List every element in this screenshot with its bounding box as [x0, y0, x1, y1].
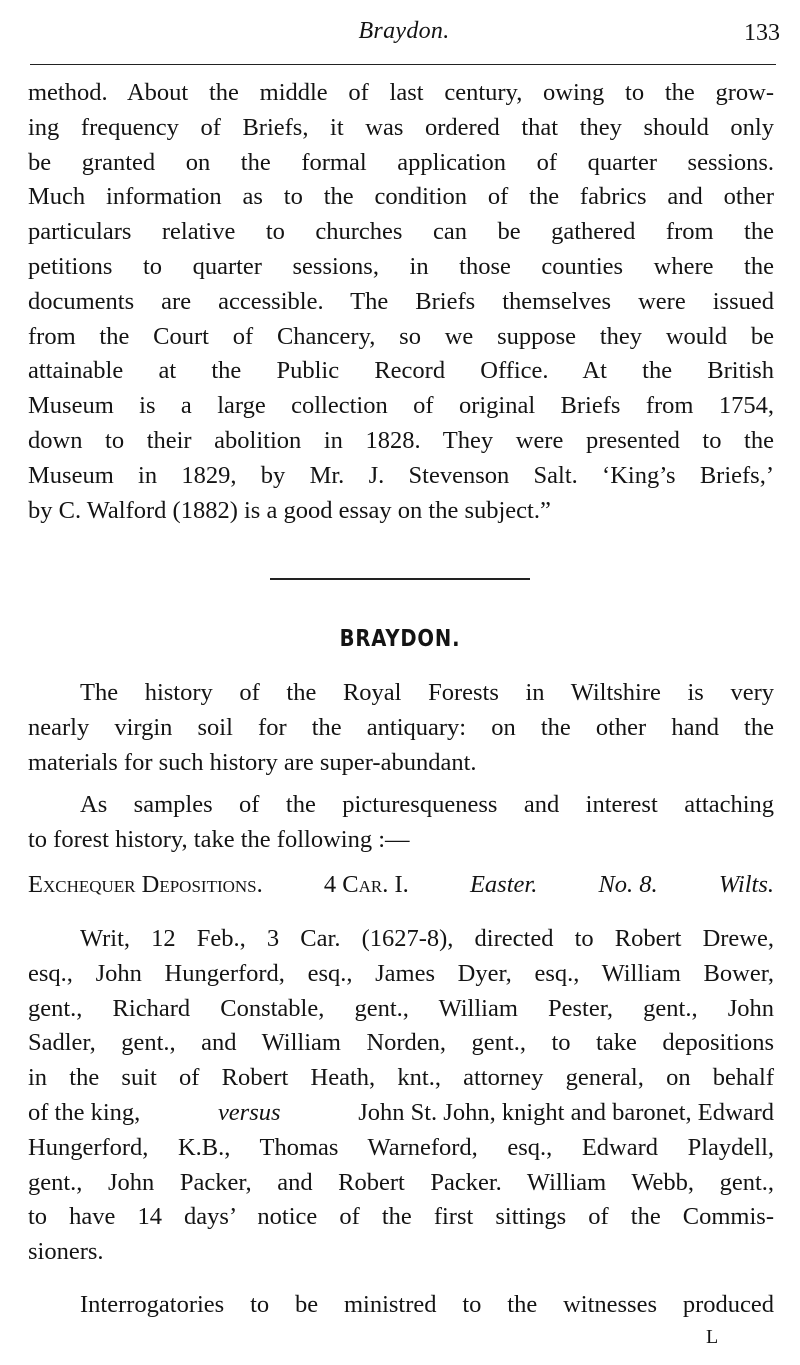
text-line: Museum in 1829, by Mr. J. Stevenson Salt. ‘King’s Briefs,’: [28, 461, 774, 489]
text-line: The history of the Royal Forests in Wiltshire is very: [80, 679, 774, 706]
text-line: Sadler, gent., and William Norden, gent., to take depositions: [28, 1029, 774, 1057]
section-heading: BRAYDON.: [339, 626, 461, 652]
citation-county: Wilts.: [718, 871, 774, 898]
text-line: Hungerford, K.B., Thomas Warneford, esq., Edward Playdell,: [28, 1133, 774, 1161]
text-line: materials for such history are super-abundant.: [28, 748, 477, 776]
citation-term: Easter.: [469, 871, 538, 898]
text-line: gent., John Packer, and Robert Packer. William Webb, gent.,: [28, 1168, 774, 1196]
text-line: Museum is a large collection of original Briefs from 1754,: [28, 392, 774, 420]
text-line: by C. Walford (1882) is a good essay on the subject.”: [28, 496, 551, 524]
paragraph-writ: [28, 922, 774, 1270]
text-line: in the suit of Robert Heath, knt., attorney general, on behalf: [28, 1064, 774, 1092]
citation-number: No. 8.: [598, 871, 658, 898]
text-line: Writ, 12 Feb., 3 Car. (1627-8), directed to Robert Drewe,: [80, 925, 774, 952]
text-line: [28, 1096, 774, 1131]
text-line: to forest history, take the following :—: [28, 825, 410, 853]
paragraph-interrogatories: [28, 1288, 774, 1323]
text-line: attainable at the Public Record Office. At the British: [28, 357, 774, 385]
page-number: 133: [744, 20, 780, 46]
text-line: gent., Richard Constable, gent., William Pester, gent., John: [28, 994, 774, 1022]
text-line: to have 14 days’ notice of the first sittings of the Commis-: [28, 1203, 774, 1231]
paragraph-intro: [28, 676, 774, 780]
text-line: esq., John Hungerford, esq., James Dyer, esq., William Bower,: [28, 959, 774, 987]
section-divider-rule: [270, 578, 530, 580]
text-line: be granted on the formal application of quarter sessions.: [28, 148, 774, 176]
citation-regnal-year: 4 Car. I.: [323, 871, 409, 898]
header-rule: [30, 64, 776, 65]
text-line: down to their abolition in 1828. They were presented to the: [28, 426, 774, 454]
text-line: As samples of the picturesqueness and interest attaching: [80, 791, 774, 818]
signature-mark: L: [706, 1326, 719, 1348]
text-line: petitions to quarter sessions, in those counties where the: [28, 252, 774, 280]
text-line: Much information as to the condition of the fabrics and other: [28, 183, 774, 211]
text-line: Interrogatories to be ministred to the witnesses produced: [80, 1291, 774, 1318]
text-line: nearly virgin soil for the antiquary: on the other hand the: [28, 713, 774, 741]
citation-line: [28, 868, 774, 903]
continuation-paragraph: [28, 76, 774, 528]
text-run: John St. John, knight and baronet, Edward: [358, 1098, 774, 1126]
text-run: of the king,: [28, 1098, 141, 1126]
text-line: sioners.: [28, 1238, 104, 1266]
text-line: documents are accessible. The Briefs themselves were issued: [28, 287, 774, 315]
text-line: ing frequency of Briefs, it was ordered that they should only: [28, 113, 774, 141]
running-head: [28, 18, 780, 50]
paragraph-samples: [28, 788, 774, 858]
italic-word: versus: [217, 1098, 281, 1126]
text-line: particulars relative to churches can be gathered from the: [28, 218, 774, 246]
text-line: method. About the middle of last century, owing to the grow-: [28, 79, 774, 106]
running-title: Braydon.: [358, 18, 450, 44]
citation-source: Exchequer Depositions.: [28, 871, 263, 898]
text-line: from the Court of Chancery, so we suppose they would be: [28, 322, 774, 350]
